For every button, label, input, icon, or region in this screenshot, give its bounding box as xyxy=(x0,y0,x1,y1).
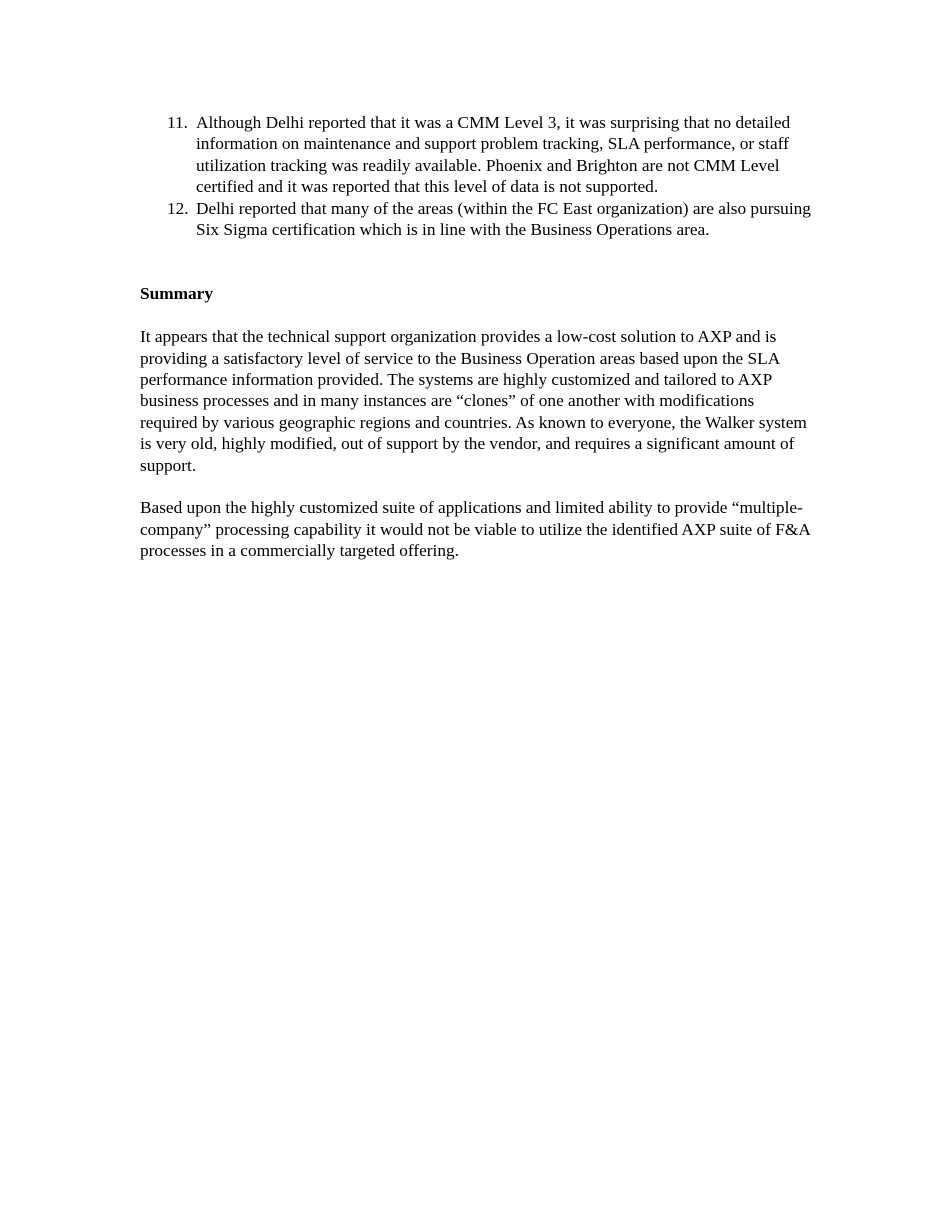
list-item-number: 11. xyxy=(167,113,188,132)
list-item-text: Although Delhi reported that it was a CMM Level 3, it was surprising that no detailed information on maintenance and support problem tracking, SLA performance, or staff utilization tracking was readily available. Phoenix and Brighton are not CMM Level certified and it was reported that this level of data is not supported. xyxy=(196,113,791,197)
summary-paragraph: It appears that the technical support organization provides a low-cost solution to AXP and is providing a satisfactory level of service to the Business Operation areas based upon the SLA performance information provided. The systems are highly customized and tailored to AXP business processes and in many instances are “clones” of one another with modifications required by various geographic regions and countries. As known to everyone, the Walker system is very old, highly modified, out of support by the vendor, and requires a significant amount of support. xyxy=(140,327,807,475)
document-body xyxy=(140,112,812,562)
list-item xyxy=(140,198,812,241)
list-item-text: Delhi reported that many of the areas (within the FC East organization) are also pursuing Six Sigma certification which is in line with the Business Operations area. xyxy=(196,198,811,240)
list-item xyxy=(140,112,812,198)
summary-paragraph: Based upon the highly customized suite of applications and limited ability to provide “multiple-company” processing capability it would not be viable to utilize the identified AXP suite of F&A processes in a commercially targeted offering. xyxy=(140,498,810,561)
list-item-number: 12. xyxy=(167,198,189,218)
numbered-list xyxy=(140,112,812,240)
summary-heading: Summary xyxy=(140,284,213,304)
